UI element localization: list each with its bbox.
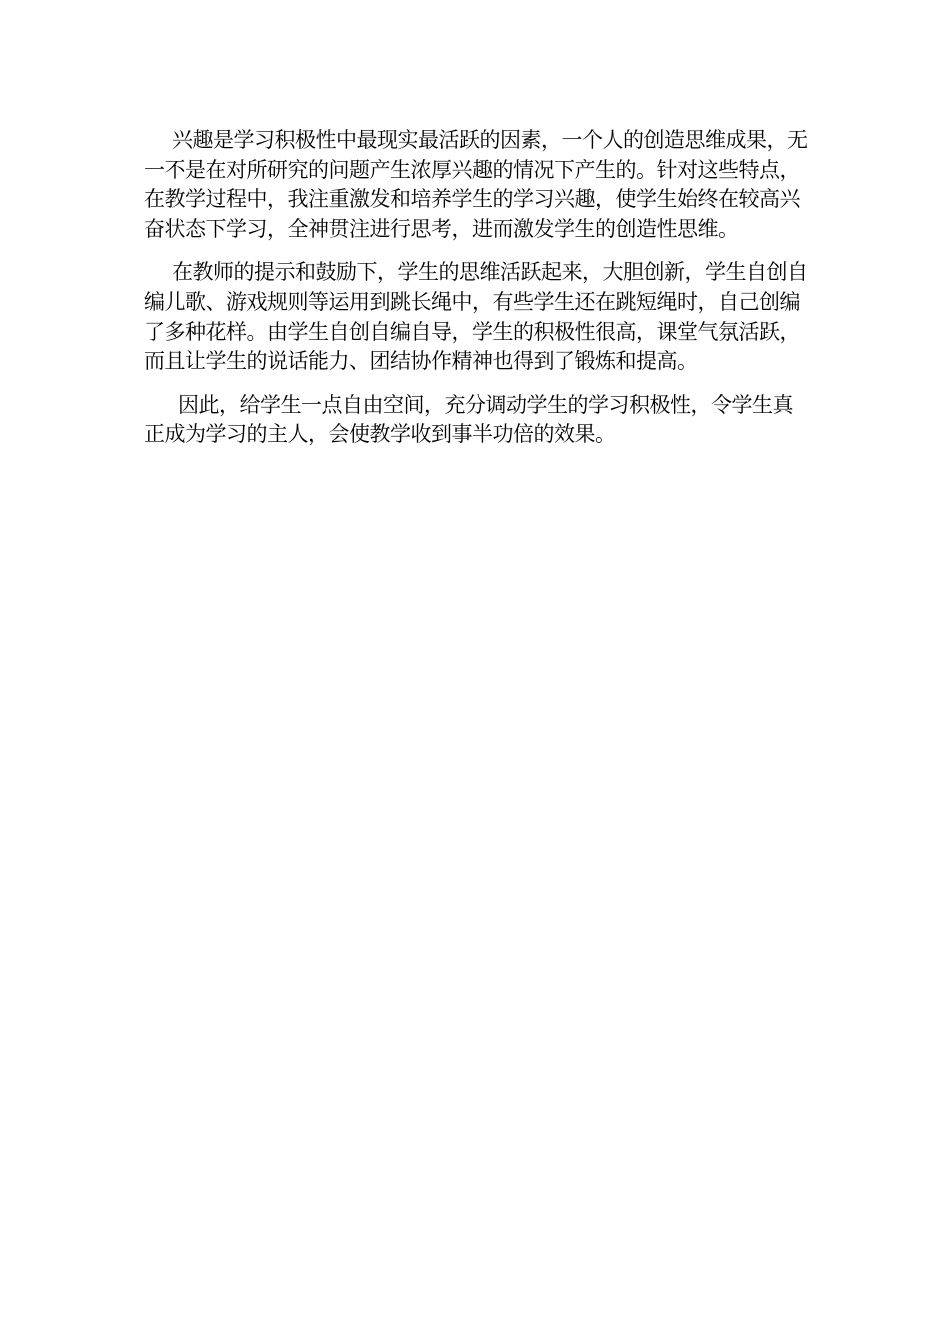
document-body	[144, 126, 809, 464]
paragraph-1: 兴趣是学习积极性中最现实最活跃的因素，一个人的创造思维成果，无一不是在对所研究的问题产生浓厚兴趣的情况下产生的。针对这些特点，在教学过程中，我注重激发和培养学生的学习兴趣，使学生始终在较高兴奋状态下学习，全神贯注进行思考，进而激发学生的创造性思维。	[144, 128, 808, 241]
paragraph-2: 在教师的提示和鼓励下，学生的思维活跃起来，大胆创新，学生自创自编儿歌、游戏规则等运用到跳长绳中，有些学生还在跳短绳时，自己创编了多种花样。由学生自创自编自导，学生的积极性很高，课堂气氛活跃，而且让学生的说话能力、团结协作精神也得到了锻炼和提高。	[144, 260, 808, 374]
paragraph-3: 因此，给学生一点自由空间，充分调动学生的学习积极性，令学生真正成为学习的主人，会使教学收到事半功倍的效果。	[144, 392, 793, 447]
